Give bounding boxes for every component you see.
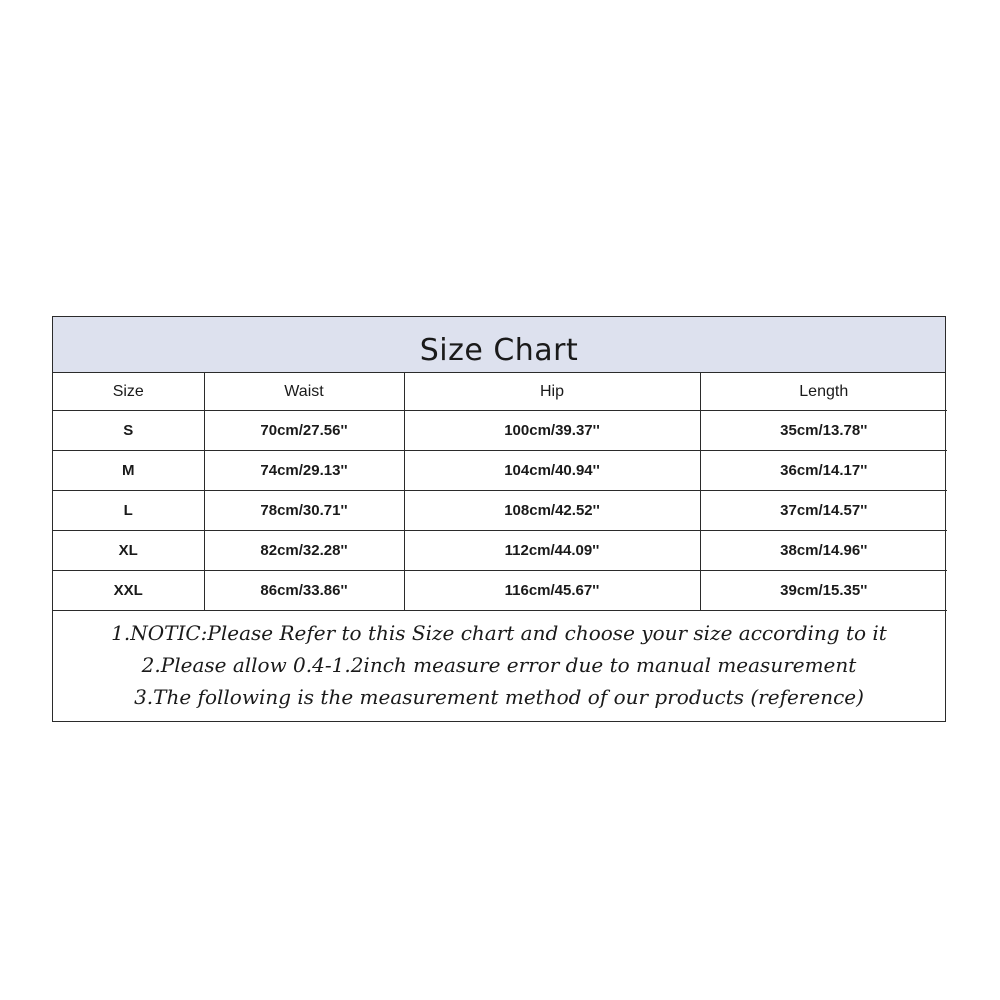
size-cell: L <box>53 491 204 531</box>
header-waist: Waist <box>204 373 404 411</box>
table-row <box>53 411 947 451</box>
size-cell: M <box>53 451 204 491</box>
notes-section <box>53 611 945 713</box>
table-row <box>53 451 947 491</box>
hip-cell: 112cm/44.09'' <box>404 531 700 571</box>
header-hip: Hip <box>404 373 700 411</box>
length-cell: 36cm/14.17'' <box>700 451 947 491</box>
waist-cell: 86cm/33.86'' <box>204 571 404 611</box>
size-chart <box>52 316 946 722</box>
header-length: Length <box>700 373 947 411</box>
hip-cell: 108cm/42.52'' <box>404 491 700 531</box>
waist-cell: 82cm/32.28'' <box>204 531 404 571</box>
waist-cell: 70cm/27.56'' <box>204 411 404 451</box>
size-cell: S <box>53 411 204 451</box>
hip-cell: 116cm/45.67'' <box>404 571 700 611</box>
table-row <box>53 491 947 531</box>
title-bar <box>53 317 945 373</box>
note-line-2: 2.Please allow 0.4-1.2inch measure error due to manual measurement <box>141 653 857 677</box>
hip-cell: 104cm/40.94'' <box>404 451 700 491</box>
hip-cell: 100cm/39.37'' <box>404 411 700 451</box>
table-row <box>53 571 947 611</box>
table-row <box>53 531 947 571</box>
length-cell: 39cm/15.35'' <box>700 571 947 611</box>
chart-title: Size Chart <box>419 333 579 368</box>
header-size: Size <box>53 373 204 411</box>
note-line-1: 1.NOTIC:Please Refer to this Size chart and choose your size according to it <box>111 621 887 645</box>
size-table <box>53 373 947 611</box>
table-header-row <box>53 373 947 411</box>
length-cell: 35cm/13.78'' <box>700 411 947 451</box>
length-cell: 38cm/14.96'' <box>700 531 947 571</box>
size-cell: XL <box>53 531 204 571</box>
note-line-3: 3.The following is the measurement method of our products (reference) <box>134 685 864 709</box>
size-cell: XXL <box>53 571 204 611</box>
length-cell: 37cm/14.57'' <box>700 491 947 531</box>
waist-cell: 74cm/29.13'' <box>204 451 404 491</box>
waist-cell: 78cm/30.71'' <box>204 491 404 531</box>
